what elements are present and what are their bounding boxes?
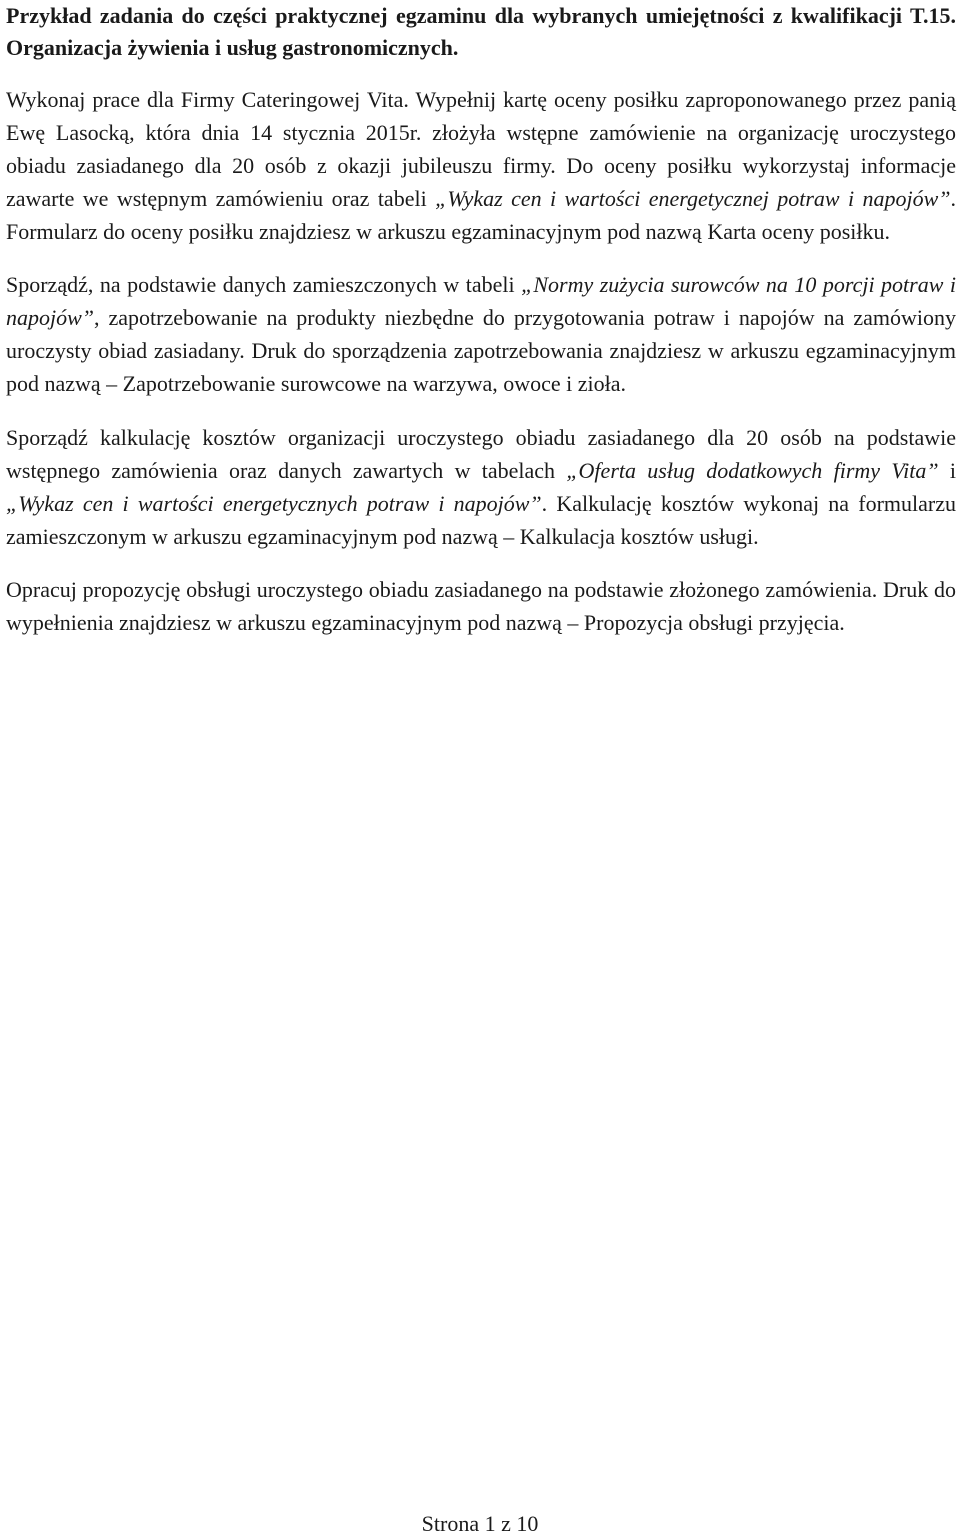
paragraph-text: , zapotrzebowanie na produkty niezbędne do przygotowania potraw i napojów na zamówiony uroczysty obiad zasiadany. Druk do sporządzenia zapotrzebowania znajdziesz w arkuszu egzaminacyjnym pod nazwą – Zapotrzebowanie surowcowe na warzywa, owoce i zioła. — [6, 305, 956, 396]
paragraph-kalkulacja — [6, 421, 956, 553]
italic-table-name: „Oferta usług dodatkowych firmy Vita” — [566, 458, 939, 483]
paragraph-text: Sporządź, na podstawie danych zamieszczonych w tabeli — [6, 272, 522, 297]
italic-table-name: „Normy zużycia surowców na 10 porcji potraw i napojów” — [6, 272, 956, 330]
page-number-footer: Strona 1 z 10 — [421, 1511, 539, 1536]
paragraph-zapotrzebowanie — [6, 268, 956, 400]
paragraph-propozycja-obslugi: Opracuj propozycję obsługi uroczystego obiadu zasiadanego na podstawie złożonego zamówienia. Druk do wypełnienia znajdziesz w arkuszu egzaminacyjnym pod nazwą – Propozycja obsługi przyjęcia. — [6, 577, 956, 635]
document-page — [6, 0, 956, 639]
paragraph-karta-oceny — [6, 83, 956, 248]
paragraph-text: Sporządź kalkulację kosztów organizacji uroczystego obiadu zasiadanego dla 20 osób na podstawie wstępnego zamówienia oraz danych zawartych w tabelach — [6, 425, 956, 483]
paragraph-text: i — [938, 458, 956, 483]
paragraph-text: Wykonaj prace dla Firmy Cateringowej Vita. Wypełnij kartę oceny posiłku zaproponowanego przez panią Ewę Lasocką, która dnia 14 stycznia 2015r. złożyła wstępne zamówienie na organizację uroczystego obiadu zasiadanego dla 20 osób z okazji jubileuszu firmy. Do oceny posiłku wykorzystaj informacje zawarte we wstępnym zamówieniu oraz tabeli — [6, 87, 956, 211]
italic-table-name: „Wykaz cen i wartości energetycznej potraw i napojów” — [435, 186, 951, 211]
italic-table-name: „Wykaz cen i wartości energetycznych potraw i napojów” — [6, 491, 542, 516]
paragraph-text: . Formularz do oceny posiłku znajdziesz w arkuszu egzaminacyjnym pod nazwą Karta oceny posiłku. — [6, 186, 956, 244]
document-title: Przykład zadania do części praktycznej egzaminu dla wybranych umiejętności z kwalifikacji T.15. Organizacja żywienia i usług gastronomicznych. — [6, 3, 956, 60]
paragraph-text: . Kalkulację kosztów wykonaj na formularzu zamieszczonym w arkuszu egzaminacyjnym pod nazwą – Kalkulacja kosztów usługi. — [6, 491, 956, 549]
